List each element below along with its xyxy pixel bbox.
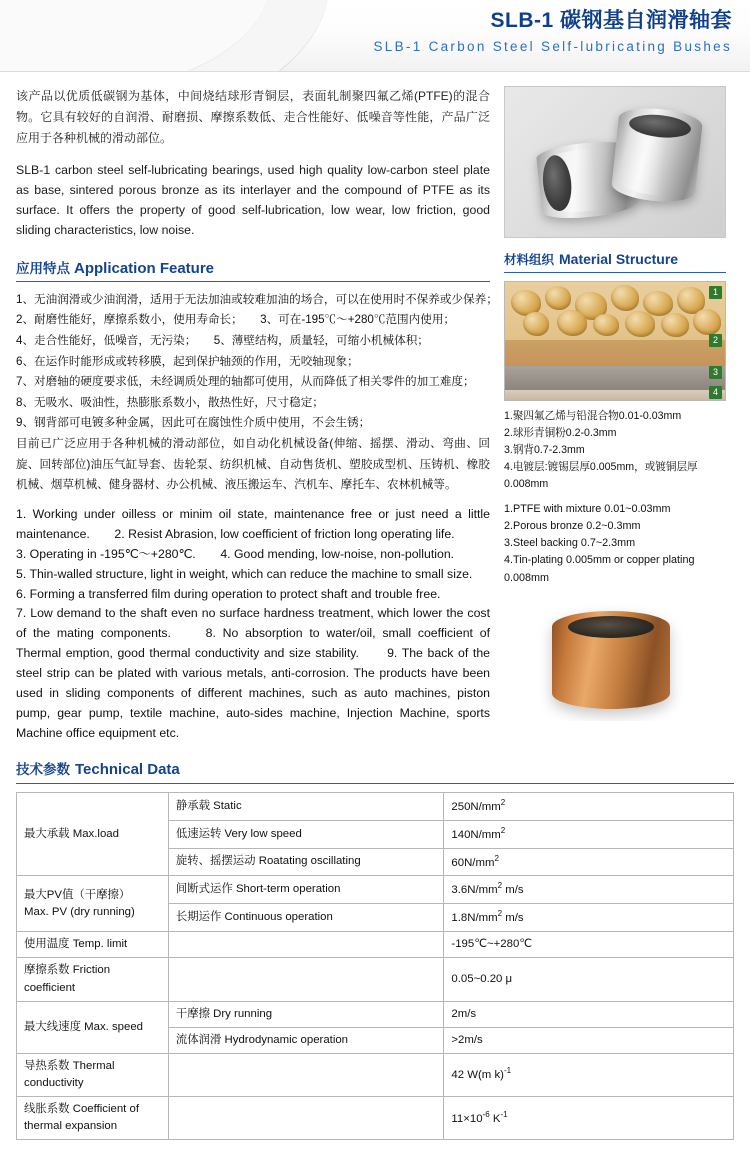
table-cell-subject: 旋转、摇摆运动 Roatating oscillating — [168, 848, 444, 876]
table-cell-value: 42 W(m k)$^{-1}$ — [444, 1053, 734, 1096]
application-feature-heading-en: Application Feature — [74, 259, 215, 277]
list-item: 4.电镀层:镀锡层厚0.005mm，或镀铜层厚0.008mm — [504, 460, 698, 490]
list-item: 4.Tin-plating 0.005mm or copper plating 0.008mm — [504, 554, 695, 584]
bronze-particle — [693, 309, 721, 335]
table-cell-subject — [168, 958, 444, 1001]
structure-tag-1: 1 — [709, 286, 722, 299]
list-item: 3. Operating in -195℃～+280℃. 4. Good mending, low-noise, non-pollution. — [16, 546, 455, 561]
table-cell-subject — [168, 932, 444, 958]
technical-data-heading-cn: 技术参数 — [16, 761, 70, 777]
list-item: 7. Low demand to the shaft even no surface hardness treatment, which lower the cost of the mating components. 8. No absorption to water/oil, small coefficient of Thermal emption, good thermal conductivity and size stability. 9. The back of the steel strip can be plated with various metals, anti-corrosion. The products have been used in sliding components of different machines, such as auto machines, piston pump, gear pump, textile machine, auto-sides machine, Injection Machine, sports Machine office equipment etc. — [16, 606, 490, 740]
intro-paragraph-cn: 该产品以优质低碳钢为基体，中间烧结球形青铜层，表面轧制聚四氟乙烯(PTFE)的混合物。它具有较好的自润滑、耐磨损、摩擦系数低、走合性能好、低噪音等性能，产品广泛应用于各种机械的滑动部位。 — [16, 89, 490, 145]
list-item: 8、无吸水、吸油性，热膨胀系数小，散热性好，尺寸稳定； — [16, 395, 324, 409]
bronze-particle — [557, 310, 587, 336]
table-cell-label: 使用温度 Temp. limit — [17, 932, 169, 958]
table-cell-value: 0.05~0.20 μ — [444, 958, 734, 1001]
table-cell-subject: 低速运转 Very low speed — [168, 820, 444, 848]
table-cell-value: $250N/mm^2$ — [444, 792, 734, 820]
list-item: 4、走合性能好，低噪音，无污染； 5、薄壁结构，质量轻，可缩小机械体积； — [16, 333, 429, 347]
structure-tag-3: 3 — [709, 366, 722, 379]
structure-tag-2: 2 — [709, 334, 722, 347]
material-structure-heading-cn: 材料组织 — [504, 253, 555, 267]
table-cell-label: 摩擦系数 Friction coefficient — [17, 958, 169, 1001]
table-row — [17, 932, 734, 958]
list-item: 2、耐磨性能好，摩擦系数小，使用寿命长； 3、可在-195℃～+280℃范围内使用； — [16, 313, 456, 327]
list-item: 7、对磨轴的硬度要求低，未经调质处理的轴都可使用，从而降低了相关零件的加工难度； — [16, 375, 475, 389]
table-cell-subject: 干摩擦 Dry running — [168, 1001, 444, 1027]
table-cell-label: 线胀系数 Coefficient of thermal expansion — [17, 1097, 169, 1140]
bush-image-right — [610, 105, 703, 205]
list-item: 6. Forming a transferred film during operation to protect shaft and trouble free. — [16, 586, 441, 601]
table-cell-value: -195℃~+280℃ — [444, 932, 734, 958]
structure-layer-plating — [505, 390, 725, 401]
list-item: 2.球形青铜粉0.2-0.3mm — [504, 426, 617, 439]
material-structure-heading-en: Material Structure — [559, 251, 679, 267]
main-content — [0, 72, 750, 744]
technical-data-section — [0, 758, 750, 1150]
bronze-particle — [625, 311, 655, 337]
table-cell-value: $1.8N/mm^2$ m/s — [444, 904, 734, 932]
technical-data-heading — [16, 758, 734, 784]
bronze-particle — [661, 313, 689, 337]
left-column — [16, 86, 498, 744]
bronze-particle — [523, 312, 549, 336]
table-cell-subject: 流体润滑 Hydrodynamic operation — [168, 1027, 444, 1053]
table-cell-value: $140N/mm^2$ — [444, 820, 734, 848]
application-feature-list-en — [16, 505, 490, 744]
table-cell-subject — [168, 1053, 444, 1096]
table-cell-subject: 静承载 Static — [168, 792, 444, 820]
header-title-group — [374, 7, 733, 54]
page-title-en: SLB-1 Carbon Steel Self-lubricating Bushes — [373, 39, 732, 55]
list-item: 1. Working under oilless or minim oil state, maintenance free or just need a little maintenance. 2. Resist Abrasion, low coefficient of friction long operating life. — [16, 506, 490, 541]
table-row — [17, 1001, 734, 1027]
right-column — [504, 86, 726, 721]
list-item: 2.Porous bronze 0.2~0.3mm — [504, 519, 641, 532]
list-item: 1、无油润滑或少油润滑，适用于无法加油或较难加油的场合，可以在使用时不保养或少保养； — [16, 292, 498, 306]
page-title-cn: SLB-1 碳钢基自润滑轴套 — [490, 9, 732, 32]
bronze-particle — [545, 286, 571, 310]
table-row — [17, 1097, 734, 1140]
material-structure-heading — [504, 250, 726, 273]
application-feature-heading — [16, 257, 490, 282]
technical-data-table — [16, 792, 734, 1141]
bronze-bush-image — [552, 611, 670, 709]
application-feature-list-cn — [16, 290, 498, 496]
list-item: 3.钢背0.7-2.3mm — [504, 443, 585, 456]
list-item: 6、在运作时能形成或转移膜，起到保护轴颈的作用，无咬轴现象； — [16, 354, 359, 368]
table-cell-subject: 间断式运作 Short-term operation — [168, 876, 444, 904]
structure-caption-cn — [504, 408, 726, 493]
table-row — [17, 958, 734, 1001]
table-cell-subject: 长期运作 Continuous operation — [168, 904, 444, 932]
bronze-particle — [593, 314, 619, 336]
list-item: 1.聚四氟乙烯与铅混合物0.01-0.03mm — [504, 410, 682, 422]
technical-data-heading-en: Technical Data — [75, 760, 180, 778]
bronze-particle — [611, 285, 639, 311]
material-structure-diagram — [504, 281, 726, 401]
table-cell-label: 最大PV值（干摩擦） Max. PV (dry running) — [17, 876, 169, 932]
table-cell-label: 最大线速度 Max. speed — [17, 1001, 169, 1053]
structure-layer-steel — [505, 366, 725, 390]
application-usage-paragraph-cn: 目前已广泛应用于各种机械的滑动部位，如自动化机械设备(伸缩、摇摆、滑动、弯曲、回旋、回转部位)油压气缸导套、齿轮泵、纺织机械、自动售货机、塑胶成型机、压铸机、橡胶机械、烟草机械、健身器材、办公机械、液压搬运车、汽机车、摩托车、农林机械等。 — [16, 437, 490, 492]
table-cell-value: >2m/s — [444, 1027, 734, 1053]
table-cell-value: $11\times 10^{-6}$ $K^{-1}$ — [444, 1097, 734, 1140]
table-row — [17, 1053, 734, 1096]
intro-paragraph-en: SLB-1 carbon steel self-lubricating bearings, used high quality low-carbon steel plate as base, sintered porous bronze as its interlayer and the compound of PTFE as its surface. It offers the property of good self-lubrication, low wear, low friction, good sliding characteristics, low noise. — [16, 163, 490, 237]
table-cell-subject — [168, 1097, 444, 1140]
table-cell-label: 最大承载 Max.load — [17, 792, 169, 876]
table-row — [17, 876, 734, 904]
structure-layer-bronze — [505, 340, 725, 366]
structure-caption-en — [504, 501, 726, 587]
list-item: 3.Steel backing 0.7~2.3mm — [504, 537, 636, 550]
structure-tag-4: 4 — [709, 386, 722, 399]
table-row — [17, 792, 734, 820]
list-item: 9、钢背部可电镀多种金属，因此可在腐蚀性介质中使用，不会生锈； — [16, 416, 371, 430]
table-cell-label: 导热系数 Thermal conductivity — [17, 1053, 169, 1096]
table-cell-value: 2m/s — [444, 1001, 734, 1027]
application-feature-heading-cn: 应用特点 — [16, 260, 70, 276]
list-item: 5. Thin-walled structure, light in weight, which can reduce the machine to small size. — [16, 566, 473, 581]
product-photo-bushes — [504, 86, 726, 238]
product-photo-bronze-bush — [504, 599, 726, 721]
page-header — [0, 0, 750, 72]
content-columns — [16, 86, 734, 744]
list-item: 1.PTFE with mixture 0.01~0.03mm — [504, 502, 671, 515]
table-cell-value: $60N/mm^2$ — [444, 848, 734, 876]
table-cell-value: $3.6N/mm^2$ m/s — [444, 876, 734, 904]
